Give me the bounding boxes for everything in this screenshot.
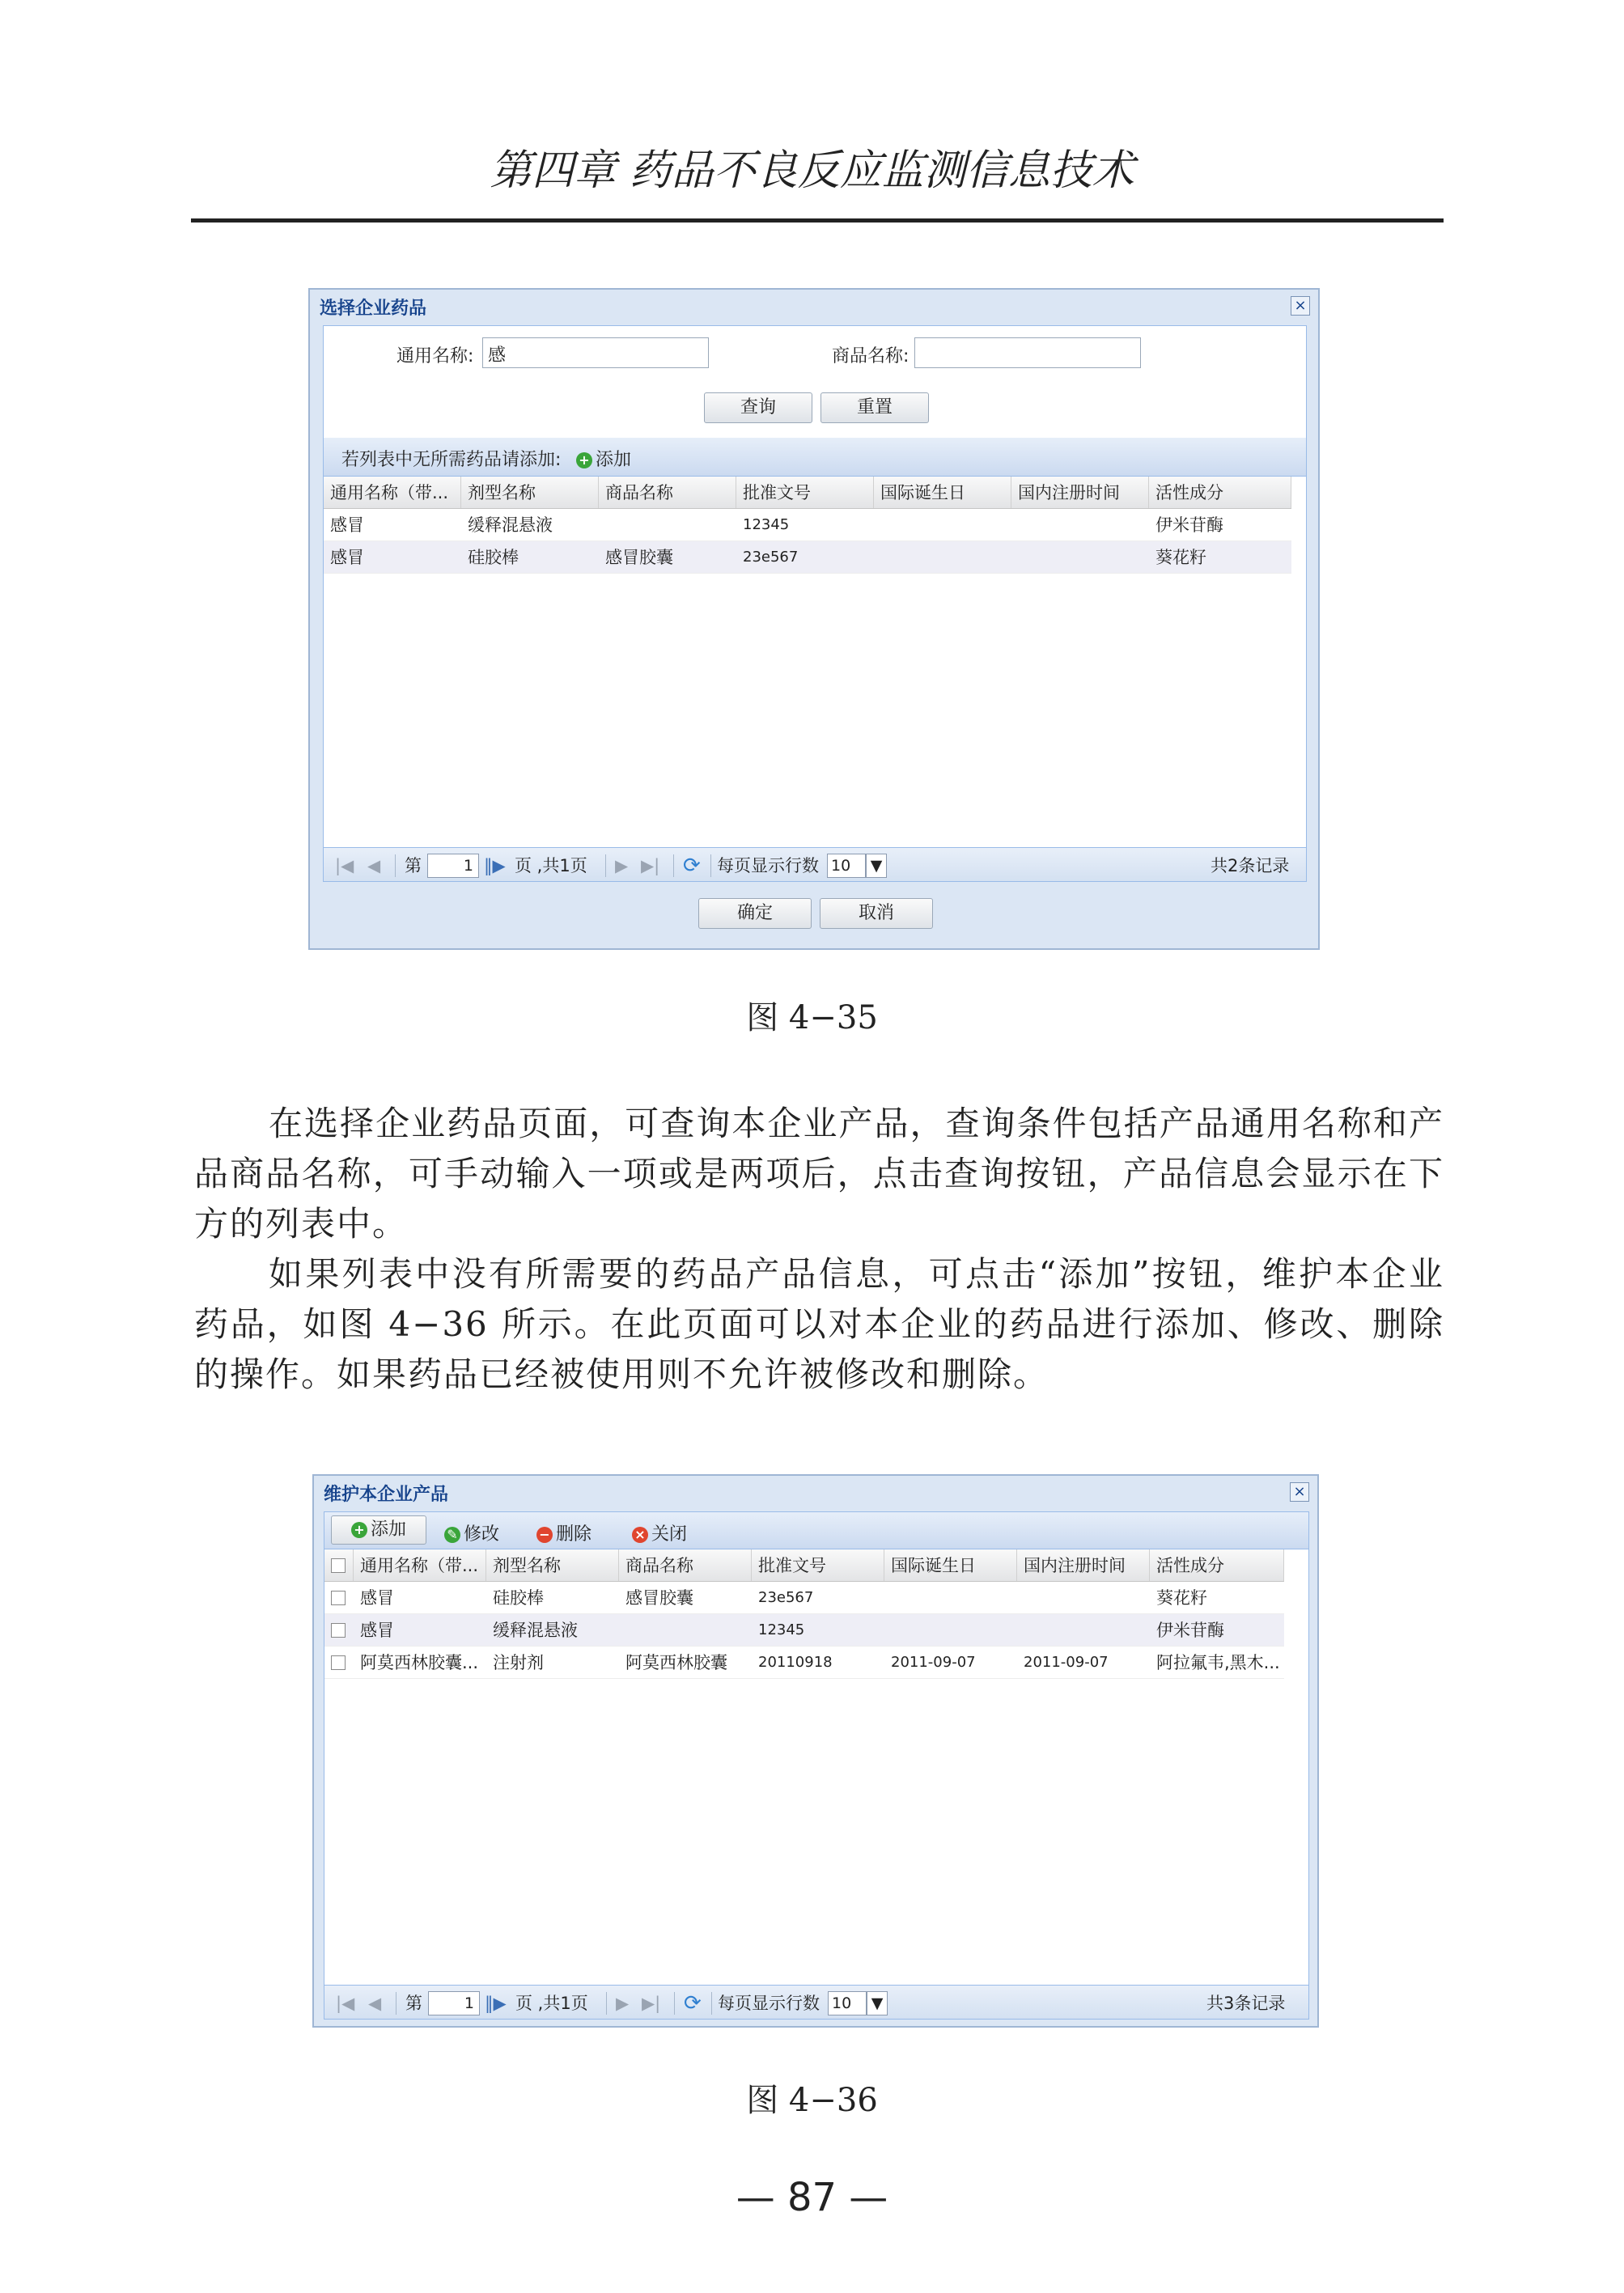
trade-name-label: 商品名称: [832, 346, 910, 367]
cell-generic-name: 阿莫西林胶囊... [360, 1653, 479, 1672]
table-row[interactable] [324, 1582, 1284, 1614]
col-intl-birth-date[interactable]: 国际诞生日 [884, 1549, 1017, 1581]
figure-caption: 图 4−35 [746, 999, 878, 1036]
total-records: 共2条记录 [1211, 856, 1290, 875]
cell-dosage-form: 硅胶棒 [468, 548, 519, 567]
delete-button[interactable] [536, 1520, 592, 1545]
cancel-button[interactable]: 取消 [820, 898, 933, 929]
cell-trade-name: 感冒胶囊 [625, 1588, 693, 1608]
select-all-checkbox[interactable] [331, 1558, 346, 1573]
row-checkbox[interactable] [331, 1623, 346, 1638]
col-generic-name[interactable]: 通用名称（带... [354, 1549, 486, 1581]
generic-name-input[interactable]: 感 [482, 337, 709, 368]
divider [711, 1992, 712, 2015]
total-records: 共3条记录 [1206, 1994, 1286, 2013]
go-page-icon[interactable]: ‖▶ [484, 856, 506, 875]
cell-domestic-reg-date: 2011-09-07 [1024, 1654, 1109, 1671]
chevron-down-icon[interactable]: ▼ [867, 1991, 888, 2015]
table-row[interactable] [324, 1647, 1284, 1679]
cell-intl-birth-date: 2011-09-07 [891, 1654, 976, 1671]
header-rule [191, 218, 1444, 223]
col-trade-name[interactable]: 商品名称 [619, 1549, 752, 1581]
divider [674, 1992, 675, 2015]
cell-intl-birth-date [874, 541, 1011, 574]
cell-trade-name: 感冒胶囊 [605, 548, 673, 567]
cell-approval-no: 20110918 [758, 1654, 833, 1671]
chevron-down-icon[interactable]: ▼ [866, 854, 887, 878]
col-domestic-reg-date[interactable]: 国内注册时间 [1017, 1549, 1150, 1581]
query-button[interactable]: 查询 [704, 392, 812, 423]
dialog-title: 选择企业药品 [320, 299, 427, 319]
ok-button[interactable]: 确定 [698, 898, 812, 929]
cell-intl-birth-date [874, 509, 1011, 541]
cell-intl-birth-date [884, 1582, 1017, 1614]
select-drug-dialog [308, 288, 1320, 950]
close-icon[interactable]: × [1291, 296, 1310, 316]
col-active-ingredient[interactable]: 活性成分 [1149, 477, 1291, 508]
cell-generic-name: 感冒 [360, 1588, 394, 1608]
table-row[interactable] [324, 541, 1291, 574]
cell-approval-no: 23e567 [743, 549, 799, 566]
col-trade-name[interactable]: 商品名称 [599, 477, 736, 508]
toolbar-hint: 若列表中无所需药品请添加: [341, 450, 562, 470]
page-number-input[interactable]: 1 [428, 1991, 480, 2015]
page-number: — 87 — [736, 2175, 888, 2220]
cell-dosage-form: 缓释混悬液 [468, 515, 553, 535]
cell-approval-no: 12345 [758, 1621, 805, 1638]
grid-toolbar [324, 1512, 1309, 1549]
prev-page-icon[interactable]: ◀ [368, 1994, 382, 2013]
cell-approval-no: 12345 [743, 516, 790, 533]
cell-generic-name: 感冒 [330, 515, 364, 535]
figure-caption: 图 4−36 [746, 2082, 878, 2119]
cell-dosage-form: 缓释混悬液 [493, 1621, 578, 1640]
cell-trade-name [599, 509, 736, 541]
col-dosage-form[interactable]: 剂型名称 [486, 1549, 619, 1581]
add-button[interactable] [576, 446, 631, 471]
reset-button[interactable]: 重置 [820, 392, 929, 423]
edit-button[interactable] [444, 1520, 499, 1545]
cell-active-ingredient: 伊米苷酶 [1156, 1621, 1224, 1640]
cell-trade-name: 阿莫西林胶囊 [625, 1653, 727, 1672]
refresh-icon[interactable]: ⟳ [683, 854, 701, 878]
rows-per-page-label: 每页显示行数 [718, 1994, 820, 2013]
close-button[interactable] [632, 1520, 687, 1545]
rows-per-page-select[interactable]: 10 [827, 854, 866, 878]
col-active-ingredient[interactable]: 活性成分 [1150, 1549, 1284, 1581]
go-page-icon[interactable]: ‖▶ [485, 1994, 507, 2013]
maintain-products-dialog [312, 1474, 1319, 2028]
page-suffix: 页 ,共1页 [515, 1994, 588, 2013]
edit-icon: ✎ [444, 1527, 460, 1543]
divider [673, 854, 674, 877]
page-number-input[interactable]: 1 [427, 854, 479, 878]
edit-button-label: 修改 [464, 1524, 500, 1545]
last-page-icon[interactable]: ▶| [642, 1994, 661, 2013]
refresh-icon[interactable]: ⟳ [684, 1991, 702, 2015]
next-page-icon[interactable]: ▶ [615, 856, 629, 875]
cell-dosage-form: 注射剂 [493, 1653, 544, 1672]
first-page-icon[interactable]: |◀ [335, 856, 354, 875]
col-select-all[interactable] [324, 1549, 354, 1581]
generic-name-label: 通用名称: [396, 346, 474, 367]
dialog-title: 维护本企业产品 [324, 1485, 449, 1505]
cell-generic-name: 感冒 [330, 548, 364, 567]
add-icon: + [351, 1522, 367, 1538]
cell-active-ingredient: 阿拉氟韦,黑木... [1156, 1653, 1280, 1672]
grid-toolbar [324, 438, 1307, 477]
row-checkbox[interactable] [331, 1591, 346, 1605]
col-intl-birth-date[interactable]: 国际诞生日 [874, 477, 1011, 508]
row-checkbox[interactable] [331, 1655, 346, 1670]
close-circle-icon: × [632, 1527, 648, 1543]
trade-name-input[interactable] [914, 337, 1141, 368]
delete-icon: − [536, 1527, 553, 1543]
cell-domestic-reg-date [1011, 509, 1149, 541]
dialog-body [323, 325, 1307, 882]
cell-dosage-form: 硅胶棒 [493, 1588, 544, 1608]
cell-approval-no: 23e567 [758, 1589, 814, 1606]
cell-generic-name: 感冒 [360, 1621, 394, 1640]
first-page-icon[interactable]: |◀ [336, 1994, 355, 2013]
pagination-bar [324, 1985, 1309, 2020]
chapter-title: 第四章 药品不良反应监测信息技术 [490, 146, 1134, 195]
close-icon[interactable]: × [1290, 1482, 1309, 1502]
add-button[interactable] [331, 1515, 426, 1545]
col-generic-name[interactable]: 通用名称（带... [324, 477, 461, 508]
paragraph: 如果列表中没有所需要的药品产品信息，可点击“添加”按钮，维护本企业药品，如图 4−36 所示。在此页面可以对本企业的药品进行添加、修改、删除的操作。如果药品已经被使用则不允许被修改和删除。 [194, 1254, 1444, 1394]
divider [710, 854, 711, 877]
divider [395, 854, 396, 877]
add-icon: + [576, 452, 592, 468]
page-prefix: 第 [405, 1994, 422, 2013]
cell-intl-birth-date [884, 1614, 1017, 1647]
table-row[interactable] [324, 509, 1291, 541]
next-page-icon[interactable]: ▶ [616, 1994, 630, 2013]
divider [606, 1992, 607, 2015]
cell-trade-name [619, 1614, 752, 1647]
col-approval-no[interactable]: 批准文号 [752, 1549, 884, 1581]
cell-domestic-reg-date [1011, 541, 1149, 574]
paragraph: 在选择企业药品页面，可查询本企业产品，查询条件包括产品通用名称和产品商品名称，可手动输入一项或是两项后，点击查询按钮，产品信息会显示在下方的列表中。 [194, 1104, 1444, 1244]
last-page-icon[interactable]: ▶| [641, 856, 660, 875]
col-approval-no[interactable]: 批准文号 [736, 477, 874, 508]
add-button-label: 添加 [596, 450, 632, 470]
dialog-body [324, 1511, 1309, 2020]
cell-domestic-reg-date [1017, 1614, 1150, 1647]
grid-header [324, 477, 1291, 509]
cell-active-ingredient: 葵花籽 [1156, 1588, 1207, 1608]
rows-per-page-select[interactable]: 10 [828, 1991, 867, 2015]
page-suffix: 页 ,共1页 [515, 856, 587, 875]
delete-button-label: 删除 [556, 1524, 592, 1545]
rows-per-page-label: 每页显示行数 [717, 856, 819, 875]
col-domestic-reg-date[interactable]: 国内注册时间 [1011, 477, 1149, 508]
cell-active-ingredient: 伊米苷酶 [1155, 515, 1223, 535]
prev-page-icon[interactable]: ◀ [367, 856, 381, 875]
cell-domestic-reg-date [1017, 1582, 1150, 1614]
table-row[interactable] [324, 1614, 1284, 1647]
add-button-label: 添加 [370, 1519, 406, 1540]
page-prefix: 第 [405, 856, 422, 875]
col-dosage-form[interactable]: 剂型名称 [461, 477, 599, 508]
grid-header [324, 1549, 1284, 1582]
pagination-bar [324, 847, 1307, 882]
cell-active-ingredient: 葵花籽 [1155, 548, 1206, 567]
divider [605, 854, 606, 877]
close-button-label: 关闭 [651, 1524, 688, 1545]
